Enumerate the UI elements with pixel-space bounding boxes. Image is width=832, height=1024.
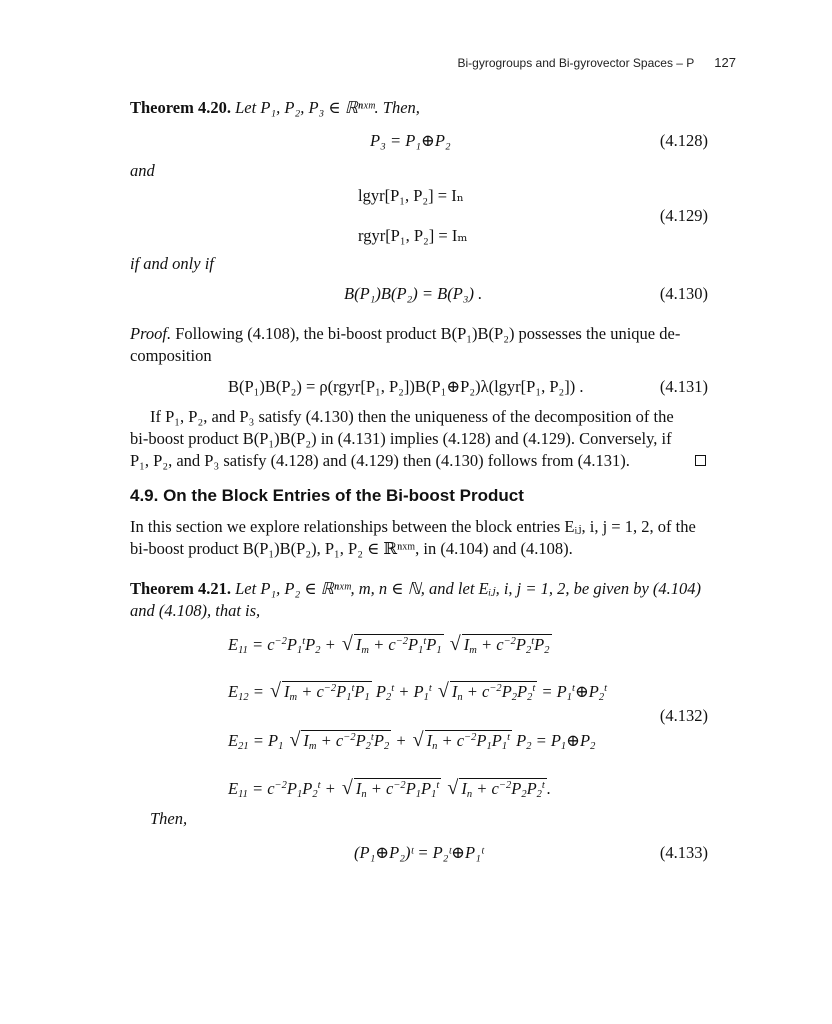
equation-4-133: (P₁⊕P₂)ᵗ = P₂ᵗ⊕P₁ᵗ bbox=[354, 843, 484, 862]
section-heading: 4.9. On the Block Entries of the Bi-boost Product bbox=[130, 486, 524, 505]
equation-4-129a: lgyr[P₁, P₂] = Iₙ bbox=[358, 186, 464, 205]
theorem-4-21-line-2: and (4.108), that is, bbox=[130, 601, 261, 620]
equation-number: (4.133) bbox=[659, 843, 708, 862]
qed-square-icon bbox=[695, 455, 706, 466]
proof-line-2: composition bbox=[130, 346, 212, 365]
page-number: 127 bbox=[714, 55, 736, 70]
proof-para-line-1: If P₁, P₂, and P₃ satisfy (4.130) then the uniqueness of the decomposition of the bbox=[150, 407, 674, 426]
connector-and: and bbox=[130, 161, 155, 180]
proof-line-1 bbox=[130, 323, 708, 345]
connector-iff: if and only if bbox=[130, 254, 214, 273]
proof-para-line-3: P₁, P₂, and P₃ satisfy (4.128) and (4.129) then (4.130) follows from (4.131). bbox=[130, 451, 630, 470]
equation-number: (4.130) bbox=[659, 284, 708, 303]
equation-number: (4.131) bbox=[659, 377, 708, 396]
proof-label: Proof. bbox=[130, 324, 172, 343]
connector-then: Then, bbox=[150, 809, 188, 828]
theorem-label: Theorem 4.20. bbox=[130, 98, 231, 117]
equation-e11-first: $E_{11} = c^{-2}P_1^tP_2$ + √ $I_m + c^{-2}P_1^tP_1$ √ $I_m + c^{-2}P_2^tP_2$ bbox=[228, 633, 550, 656]
equation-4-129b: rgyr[P₁, P₂] = Iₘ bbox=[358, 226, 468, 245]
theorem-4-20-statement bbox=[130, 97, 708, 119]
section-text-line-2: bi-boost product B(P₁)B(P₂), P₁, P₂ ∈ ℝⁿˣᵐ, in (4.104) and (4.108). bbox=[130, 539, 573, 558]
running-head-title: Bi-gyrogroups and Bi-gyrovector Spaces – P bbox=[457, 56, 695, 70]
equation-e12: $E_{12}$ = √ $I_m + c^{-2}P_1^tP_1$ $P_2^t + P_1^t$ √ $I_n + c^{-2}P_2P_2^t$ = $P_1^t\oplus P_2^t$ bbox=[228, 680, 608, 703]
proof-text: Following (4.108), the bi-boost product B(P₁)B(P₂) possesses the unique de- bbox=[175, 324, 681, 343]
theorem-text: Let P₁, P₂, P₃ ∈ ℝⁿˣᵐ. Then, bbox=[235, 98, 420, 117]
equation-number: (4.132) bbox=[659, 706, 708, 725]
equation-number: (4.128) bbox=[659, 131, 708, 150]
equation-e11-second: $E_{11} = c^{-2}P_1P_2^t$ + √ $I_n + c^{-2}P_1P_1^t$ √ $I_n + c^{-2}P_2P_2^t$ . bbox=[228, 777, 551, 800]
equation-4-128: P₃ = P₁⊕P₂ bbox=[370, 131, 451, 150]
equation-number: (4.129) bbox=[659, 206, 708, 225]
equation-e21: $E_{21} = P_1$ √ $I_m + c^{-2}P_2^tP_2$ + √ $I_n + c^{-2}P_1P_1^t$ $P_2$ = $P_1\oplus P_2$ bbox=[228, 729, 596, 752]
theorem-label: Theorem 4.21. bbox=[130, 579, 231, 598]
section-text-line-1: In this section we explore relationships between the block entries Eᵢⱼ, i, j = 1, 2, of the bbox=[130, 517, 696, 536]
equation-4-130: B(P₁)B(P₂) = B(P₃) . bbox=[344, 284, 483, 303]
theorem-text: Let P₁, P₂ ∈ ℝⁿˣᵐ, m, n ∈ ℕ, and let Eᵢⱼ, i, j = 1, 2, be given by (4.104) bbox=[235, 579, 702, 598]
theorem-4-21-line-1 bbox=[130, 578, 708, 600]
running-head bbox=[458, 55, 737, 70]
proof-para-line-2: bi-boost product B(P₁)B(P₂) in (4.131) implies (4.128) and (4.129). Conversely, if bbox=[130, 429, 672, 448]
equation-4-131: B(P₁)B(P₂) = ρ(rgyr[P₁, P₂])B(P₁⊕P₂)λ(lgyr[P₁, P₂]) . bbox=[228, 377, 584, 396]
